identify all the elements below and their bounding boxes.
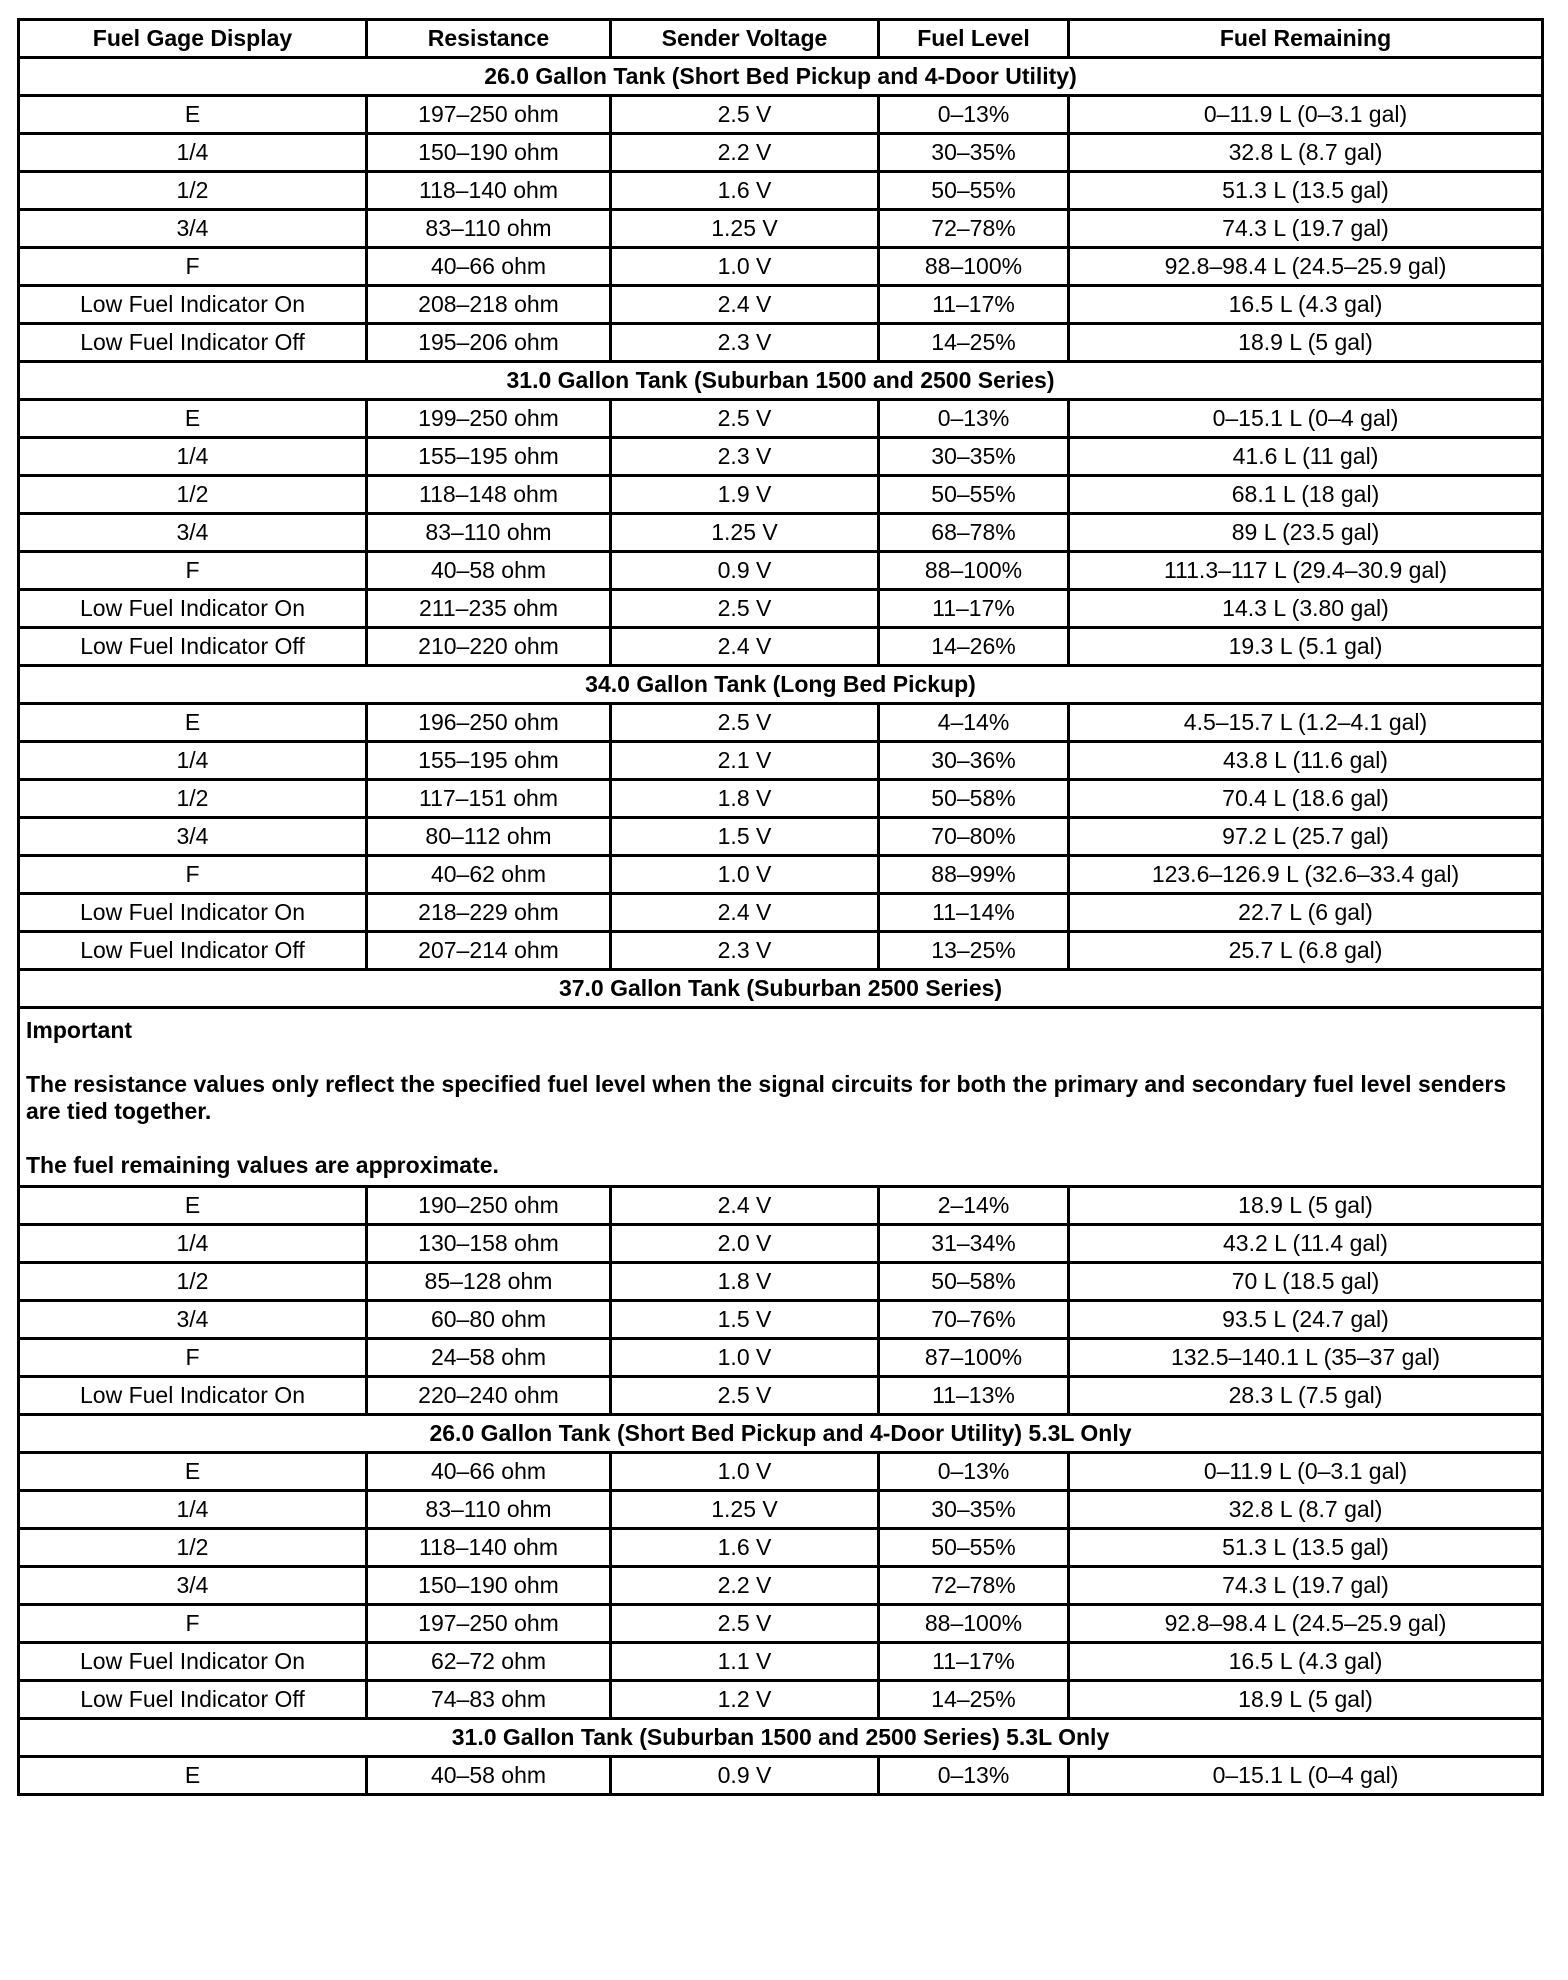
- cell-remaining: 16.5 L (4.3 gal): [1069, 1643, 1543, 1681]
- cell-level: 50–55%: [879, 1529, 1069, 1567]
- cell-voltage: 2.4 V: [611, 286, 879, 324]
- tank-section-row: [19, 58, 1543, 96]
- cell-display: 1/4: [19, 134, 367, 172]
- cell-voltage: 2.4 V: [611, 628, 879, 666]
- cell-voltage: 2.3 V: [611, 324, 879, 362]
- table-row: [19, 400, 1543, 438]
- cell-display: 1/2: [19, 780, 367, 818]
- cell-voltage: 2.0 V: [611, 1225, 879, 1263]
- table-row: [19, 932, 1543, 970]
- cell-display: Low Fuel Indicator Off: [19, 932, 367, 970]
- cell-display: 3/4: [19, 210, 367, 248]
- cell-voltage: 1.1 V: [611, 1643, 879, 1681]
- cell-level: 88–100%: [879, 248, 1069, 286]
- table-row: [19, 1643, 1543, 1681]
- cell-resistance: 62–72 ohm: [367, 1643, 611, 1681]
- table-row: [19, 286, 1543, 324]
- table-row: [19, 1225, 1543, 1263]
- cell-remaining: 18.9 L (5 gal): [1069, 1187, 1543, 1225]
- cell-level: 0–13%: [879, 1757, 1069, 1795]
- cell-display: F: [19, 1339, 367, 1377]
- cell-remaining: 28.3 L (7.5 gal): [1069, 1377, 1543, 1415]
- table-row: [19, 96, 1543, 134]
- cell-display: 3/4: [19, 1301, 367, 1339]
- cell-resistance: 85–128 ohm: [367, 1263, 611, 1301]
- cell-remaining: 43.8 L (11.6 gal): [1069, 742, 1543, 780]
- cell-remaining: 0–15.1 L (0–4 gal): [1069, 1757, 1543, 1795]
- table-row: [19, 1453, 1543, 1491]
- cell-resistance: 218–229 ohm: [367, 894, 611, 932]
- cell-resistance: 150–190 ohm: [367, 1567, 611, 1605]
- table-row: [19, 1339, 1543, 1377]
- cell-resistance: 199–250 ohm: [367, 400, 611, 438]
- cell-resistance: 74–83 ohm: [367, 1681, 611, 1719]
- cell-voltage: 1.8 V: [611, 780, 879, 818]
- cell-display: Low Fuel Indicator On: [19, 590, 367, 628]
- cell-level: 72–78%: [879, 1567, 1069, 1605]
- cell-remaining: 41.6 L (11 gal): [1069, 438, 1543, 476]
- cell-resistance: 83–110 ohm: [367, 210, 611, 248]
- table-row: [19, 1301, 1543, 1339]
- table-row: [19, 1377, 1543, 1415]
- table-row: [19, 438, 1543, 476]
- cell-resistance: 208–218 ohm: [367, 286, 611, 324]
- table-row: [19, 628, 1543, 666]
- cell-remaining: 51.3 L (13.5 gal): [1069, 172, 1543, 210]
- cell-voltage: 2.5 V: [611, 1605, 879, 1643]
- cell-voltage: 2.3 V: [611, 932, 879, 970]
- table-row: [19, 1681, 1543, 1719]
- cell-remaining: 68.1 L (18 gal): [1069, 476, 1543, 514]
- tank-section-title: 37.0 Gallon Tank (Suburban 2500 Series): [19, 970, 1543, 1008]
- table-row: [19, 324, 1543, 362]
- cell-display: Low Fuel Indicator On: [19, 1643, 367, 1681]
- cell-display: F: [19, 552, 367, 590]
- cell-level: 0–13%: [879, 96, 1069, 134]
- cell-voltage: 1.0 V: [611, 1339, 879, 1377]
- cell-remaining: 14.3 L (3.80 gal): [1069, 590, 1543, 628]
- cell-remaining: 4.5–15.7 L (1.2–4.1 gal): [1069, 704, 1543, 742]
- cell-resistance: 211–235 ohm: [367, 590, 611, 628]
- cell-level: 11–14%: [879, 894, 1069, 932]
- header-fuel-level: Fuel Level: [879, 20, 1069, 58]
- cell-resistance: 80–112 ohm: [367, 818, 611, 856]
- cell-remaining: 74.3 L (19.7 gal): [1069, 210, 1543, 248]
- cell-display: 1/2: [19, 1263, 367, 1301]
- cell-display: 1/2: [19, 476, 367, 514]
- cell-resistance: 40–66 ohm: [367, 1453, 611, 1491]
- cell-remaining: 32.8 L (8.7 gal): [1069, 134, 1543, 172]
- tank-section-row: [19, 970, 1543, 1008]
- cell-level: 68–78%: [879, 514, 1069, 552]
- cell-voltage: 2.5 V: [611, 96, 879, 134]
- cell-voltage: 2.5 V: [611, 704, 879, 742]
- important-note-row: [19, 1008, 1543, 1187]
- table-row: [19, 742, 1543, 780]
- cell-resistance: 195–206 ohm: [367, 324, 611, 362]
- cell-display: 1/4: [19, 1491, 367, 1529]
- cell-level: 50–55%: [879, 476, 1069, 514]
- table-row: [19, 780, 1543, 818]
- cell-resistance: 220–240 ohm: [367, 1377, 611, 1415]
- cell-display: 1/4: [19, 438, 367, 476]
- cell-resistance: 117–151 ohm: [367, 780, 611, 818]
- cell-voltage: 1.5 V: [611, 818, 879, 856]
- cell-display: Low Fuel Indicator On: [19, 1377, 367, 1415]
- cell-voltage: 1.0 V: [611, 1453, 879, 1491]
- cell-voltage: 2.3 V: [611, 438, 879, 476]
- cell-display: F: [19, 856, 367, 894]
- cell-resistance: 40–58 ohm: [367, 1757, 611, 1795]
- cell-resistance: 24–58 ohm: [367, 1339, 611, 1377]
- cell-remaining: 97.2 L (25.7 gal): [1069, 818, 1543, 856]
- cell-level: 14–26%: [879, 628, 1069, 666]
- cell-remaining: 70.4 L (18.6 gal): [1069, 780, 1543, 818]
- cell-voltage: 1.0 V: [611, 248, 879, 286]
- cell-resistance: 130–158 ohm: [367, 1225, 611, 1263]
- table-body: [19, 58, 1543, 1795]
- table-row: [19, 704, 1543, 742]
- cell-voltage: 0.9 V: [611, 1757, 879, 1795]
- note-line: The fuel remaining values are approximate.: [26, 1152, 499, 1178]
- cell-level: 11–13%: [879, 1377, 1069, 1415]
- cell-display: E: [19, 1757, 367, 1795]
- cell-resistance: 60–80 ohm: [367, 1301, 611, 1339]
- cell-remaining: 18.9 L (5 gal): [1069, 324, 1543, 362]
- cell-display: Low Fuel Indicator On: [19, 286, 367, 324]
- cell-voltage: 2.1 V: [611, 742, 879, 780]
- cell-voltage: 1.6 V: [611, 172, 879, 210]
- cell-voltage: 2.4 V: [611, 1187, 879, 1225]
- header-row: [19, 20, 1543, 58]
- cell-level: 70–76%: [879, 1301, 1069, 1339]
- tank-section-title: 26.0 Gallon Tank (Short Bed Pickup and 4-Door Utility) 5.3L Only: [19, 1415, 1543, 1453]
- cell-level: 0–13%: [879, 1453, 1069, 1491]
- cell-remaining: 25.7 L (6.8 gal): [1069, 932, 1543, 970]
- cell-voltage: 2.2 V: [611, 134, 879, 172]
- cell-voltage: 1.8 V: [611, 1263, 879, 1301]
- cell-voltage: 1.25 V: [611, 1491, 879, 1529]
- cell-voltage: 2.5 V: [611, 1377, 879, 1415]
- cell-display: E: [19, 96, 367, 134]
- cell-level: 13–25%: [879, 932, 1069, 970]
- cell-remaining: 93.5 L (24.7 gal): [1069, 1301, 1543, 1339]
- cell-resistance: 197–250 ohm: [367, 1605, 611, 1643]
- table-row: [19, 172, 1543, 210]
- cell-resistance: 83–110 ohm: [367, 1491, 611, 1529]
- cell-level: 72–78%: [879, 210, 1069, 248]
- cell-voltage: 1.0 V: [611, 856, 879, 894]
- cell-display: Low Fuel Indicator Off: [19, 628, 367, 666]
- cell-voltage: 2.5 V: [611, 400, 879, 438]
- cell-voltage: 1.6 V: [611, 1529, 879, 1567]
- cell-display: F: [19, 1605, 367, 1643]
- cell-remaining: 111.3–117 L (29.4–30.9 gal): [1069, 552, 1543, 590]
- cell-display: E: [19, 1187, 367, 1225]
- tank-section-row: [19, 1415, 1543, 1453]
- table-row: [19, 856, 1543, 894]
- cell-voltage: 2.4 V: [611, 894, 879, 932]
- cell-resistance: 155–195 ohm: [367, 742, 611, 780]
- cell-level: 2–14%: [879, 1187, 1069, 1225]
- cell-resistance: 118–140 ohm: [367, 172, 611, 210]
- tank-section-row: [19, 1719, 1543, 1757]
- table-row: [19, 1491, 1543, 1529]
- cell-level: 88–99%: [879, 856, 1069, 894]
- cell-display: 3/4: [19, 514, 367, 552]
- table-row: [19, 514, 1543, 552]
- cell-resistance: 196–250 ohm: [367, 704, 611, 742]
- table-row: [19, 210, 1543, 248]
- cell-level: 14–25%: [879, 324, 1069, 362]
- tank-section-title: 26.0 Gallon Tank (Short Bed Pickup and 4-Door Utility): [19, 58, 1543, 96]
- cell-resistance: 118–148 ohm: [367, 476, 611, 514]
- cell-display: 3/4: [19, 1567, 367, 1605]
- header-fuel-gage-display: Fuel Gage Display: [19, 20, 367, 58]
- cell-remaining: 19.3 L (5.1 gal): [1069, 628, 1543, 666]
- cell-level: 70–80%: [879, 818, 1069, 856]
- cell-level: 88–100%: [879, 552, 1069, 590]
- cell-remaining: 74.3 L (19.7 gal): [1069, 1567, 1543, 1605]
- cell-display: 1/4: [19, 1225, 367, 1263]
- cell-resistance: 40–58 ohm: [367, 552, 611, 590]
- cell-level: 11–17%: [879, 590, 1069, 628]
- cell-resistance: 210–220 ohm: [367, 628, 611, 666]
- fuel-gage-spec-document: [17, 18, 1541, 1796]
- tank-section-row: [19, 666, 1543, 704]
- cell-remaining: 18.9 L (5 gal): [1069, 1681, 1543, 1719]
- cell-remaining: 92.8–98.4 L (24.5–25.9 gal): [1069, 248, 1543, 286]
- cell-level: 50–55%: [879, 172, 1069, 210]
- table-row: [19, 134, 1543, 172]
- cell-voltage: 1.5 V: [611, 1301, 879, 1339]
- cell-remaining: 32.8 L (8.7 gal): [1069, 1491, 1543, 1529]
- cell-remaining: 51.3 L (13.5 gal): [1069, 1529, 1543, 1567]
- table-row: [19, 1529, 1543, 1567]
- tank-section-title: 34.0 Gallon Tank (Long Bed Pickup): [19, 666, 1543, 704]
- important-note: [19, 1008, 1543, 1187]
- cell-voltage: 2.2 V: [611, 1567, 879, 1605]
- table-row: [19, 1567, 1543, 1605]
- note-heading: Important: [26, 1017, 133, 1043]
- cell-remaining: 132.5–140.1 L (35–37 gal): [1069, 1339, 1543, 1377]
- cell-remaining: 92.8–98.4 L (24.5–25.9 gal): [1069, 1605, 1543, 1643]
- cell-resistance: 40–62 ohm: [367, 856, 611, 894]
- cell-display: E: [19, 400, 367, 438]
- cell-resistance: 197–250 ohm: [367, 96, 611, 134]
- cell-level: 88–100%: [879, 1605, 1069, 1643]
- tank-section-row: [19, 362, 1543, 400]
- cell-remaining: 123.6–126.9 L (32.6–33.4 gal): [1069, 856, 1543, 894]
- table-row: [19, 1605, 1543, 1643]
- cell-display: E: [19, 1453, 367, 1491]
- cell-display: F: [19, 248, 367, 286]
- cell-resistance: 207–214 ohm: [367, 932, 611, 970]
- cell-voltage: 1.9 V: [611, 476, 879, 514]
- cell-remaining: 89 L (23.5 gal): [1069, 514, 1543, 552]
- cell-display: 1/2: [19, 172, 367, 210]
- table-row: [19, 590, 1543, 628]
- cell-resistance: 40–66 ohm: [367, 248, 611, 286]
- cell-remaining: 43.2 L (11.4 gal): [1069, 1225, 1543, 1263]
- cell-level: 30–35%: [879, 134, 1069, 172]
- table-row: [19, 476, 1543, 514]
- header-resistance: Resistance: [367, 20, 611, 58]
- cell-level: 50–58%: [879, 1263, 1069, 1301]
- cell-remaining: 0–15.1 L (0–4 gal): [1069, 400, 1543, 438]
- cell-display: Low Fuel Indicator Off: [19, 324, 367, 362]
- cell-remaining: 16.5 L (4.3 gal): [1069, 286, 1543, 324]
- cell-display: 1/2: [19, 1529, 367, 1567]
- header-fuel-remaining: Fuel Remaining: [1069, 20, 1543, 58]
- cell-level: 30–35%: [879, 1491, 1069, 1529]
- cell-level: 11–17%: [879, 286, 1069, 324]
- header-sender-voltage: Sender Voltage: [611, 20, 879, 58]
- cell-remaining: 0–11.9 L (0–3.1 gal): [1069, 1453, 1543, 1491]
- table-row: [19, 1757, 1543, 1795]
- cell-level: 87–100%: [879, 1339, 1069, 1377]
- cell-level: 11–17%: [879, 1643, 1069, 1681]
- cell-resistance: 118–140 ohm: [367, 1529, 611, 1567]
- cell-level: 30–35%: [879, 438, 1069, 476]
- cell-remaining: 0–11.9 L (0–3.1 gal): [1069, 96, 1543, 134]
- cell-resistance: 155–195 ohm: [367, 438, 611, 476]
- cell-voltage: 1.2 V: [611, 1681, 879, 1719]
- cell-level: 30–36%: [879, 742, 1069, 780]
- note-line: The resistance values only reflect the specified fuel level when the signal circuits for both the primary and secondary fuel level senders are tied together.: [26, 1071, 1507, 1124]
- table-row: [19, 1263, 1543, 1301]
- cell-voltage: 2.5 V: [611, 590, 879, 628]
- cell-display: E: [19, 704, 367, 742]
- cell-level: 31–34%: [879, 1225, 1069, 1263]
- fuel-gage-table: [17, 18, 1544, 1796]
- cell-level: 0–13%: [879, 400, 1069, 438]
- table-row: [19, 1187, 1543, 1225]
- cell-voltage: 1.25 V: [611, 210, 879, 248]
- cell-display: 3/4: [19, 818, 367, 856]
- table-row: [19, 894, 1543, 932]
- cell-display: 1/4: [19, 742, 367, 780]
- cell-display: Low Fuel Indicator On: [19, 894, 367, 932]
- tank-section-title: 31.0 Gallon Tank (Suburban 1500 and 2500 Series): [19, 362, 1543, 400]
- table-row: [19, 818, 1543, 856]
- cell-level: 14–25%: [879, 1681, 1069, 1719]
- cell-remaining: 22.7 L (6 gal): [1069, 894, 1543, 932]
- tank-section-title: 31.0 Gallon Tank (Suburban 1500 and 2500 Series) 5.3L Only: [19, 1719, 1543, 1757]
- cell-resistance: 190–250 ohm: [367, 1187, 611, 1225]
- cell-voltage: 1.25 V: [611, 514, 879, 552]
- cell-voltage: 0.9 V: [611, 552, 879, 590]
- cell-display: Low Fuel Indicator Off: [19, 1681, 367, 1719]
- table-row: [19, 552, 1543, 590]
- cell-resistance: 83–110 ohm: [367, 514, 611, 552]
- cell-level: 50–58%: [879, 780, 1069, 818]
- table-row: [19, 248, 1543, 286]
- cell-remaining: 70 L (18.5 gal): [1069, 1263, 1543, 1301]
- cell-level: 4–14%: [879, 704, 1069, 742]
- cell-resistance: 150–190 ohm: [367, 134, 611, 172]
